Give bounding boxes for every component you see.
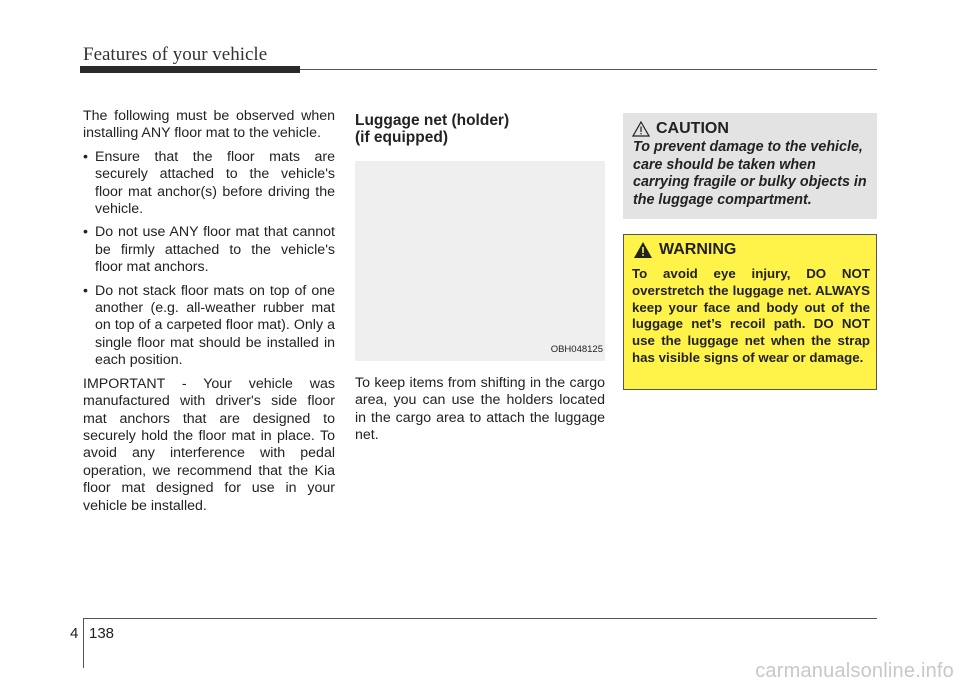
warning-text: To avoid eye injury, DO NOT overstretch the luggage net. ALWAYS keep your face and body out of the luggage net’s recoil path. DO NOT use the luggage net when the strap has visible signs of wear or damage. — [632, 266, 870, 365]
caution-text: To prevent damage to the vehicle, care should be taken when carrying fragile or bulky objects in the luggage compartment. — [633, 139, 867, 208]
figure-code: OBH048125 — [550, 343, 603, 355]
watermark: carmanualsonline.info — [755, 660, 954, 682]
bullet-item: • Do not use ANY floor mat that cannot be firmly attached to the vehicle's floor mat anchors. — [83, 224, 335, 276]
caution-title: CAUTION — [656, 120, 729, 137]
section-title-line2: (if equipped) — [355, 129, 448, 146]
caution-triangle-icon — [632, 121, 650, 137]
intro-paragraph: The following must be observed when installing ANY floor mat to the vehicle. — [83, 108, 335, 142]
header-rule — [300, 69, 877, 70]
luggage-net-paragraph: To keep items from shifting in the cargo area, you can use the holders located in the cargo area to attach the luggage net. — [355, 375, 605, 444]
luggage-net-figure — [355, 161, 605, 361]
footer-divider — [83, 618, 84, 668]
caution-box — [623, 113, 877, 219]
section-title-line1: Luggage net (holder) — [355, 112, 510, 129]
left-column — [83, 108, 335, 521]
chapter-number: 4 — [70, 625, 79, 642]
important-paragraph: IMPORTANT - Your vehicle was manufactured with driver's side floor mat anchors that are designed to securely hold the floor mat in place. To avoid any interference with pedal operation, we recommend that the Kia floor mat designed for use in your vehicle be installed. — [83, 375, 335, 514]
bullet-item: • Do not stack floor mats on top of one another (e.g. all-weather rubber mat on top of a carpeted floor mat). Only a single floor mat should be installed in each position. — [83, 283, 335, 370]
page-header-title: Features of your vehicle — [83, 44, 268, 65]
caution-header — [632, 120, 729, 138]
warning-box — [623, 234, 877, 390]
floor-mat-bullet-list — [83, 149, 335, 370]
header-bar — [80, 66, 300, 73]
warning-header — [633, 241, 736, 259]
page-number: 138 — [89, 625, 115, 642]
warning-title: WARNING — [659, 241, 737, 258]
footer-rule — [83, 618, 877, 619]
warning-triangle-icon — [633, 241, 653, 259]
bullet-item: • Ensure that the floor mats are securely attached to the vehicle's floor mat anchor(s) before driving the vehicle. — [83, 149, 335, 219]
middle-column — [355, 112, 605, 445]
